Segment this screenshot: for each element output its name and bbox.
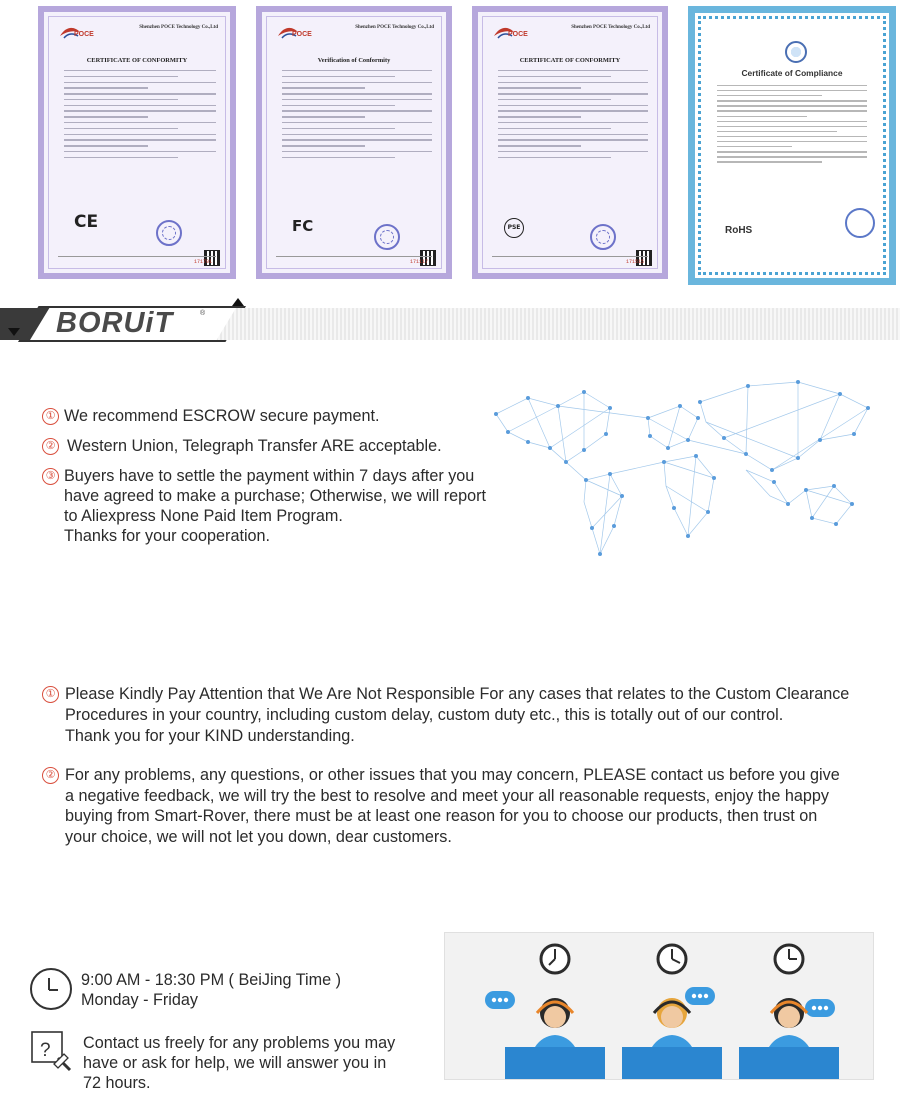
seal-icon: [374, 224, 400, 250]
payment-line: We recommend ESCROW secure payment.: [64, 407, 380, 425]
rohs-mark: RoHS: [725, 225, 753, 236]
number-badge: ①: [42, 408, 59, 425]
certificate-company: Shenzhen POCE Technology Co.,Ltd: [139, 25, 218, 30]
certificate-serial: 171515: [625, 259, 644, 265]
certificate-serial: 171117: [409, 259, 428, 265]
payment-line: to Aliexpress None Paid Item Program.: [64, 507, 343, 525]
seal-icon: [590, 224, 616, 250]
number-badge: ①: [42, 686, 59, 703]
triangle-icon: [232, 298, 244, 306]
notice-line: For any problems, any questions, or other issues that you may concern, PLEASE contact us before you give: [65, 766, 840, 784]
ce-mark-icon: CE: [74, 212, 99, 232]
pse-mark-icon: PSE: [504, 218, 524, 238]
notice-line: your choice, we will not let you down, dear customers.: [65, 828, 452, 846]
brand-banner: [0, 298, 900, 342]
world-map-network: [488, 378, 894, 588]
contact-line: Contact us freely for any problems you may: [83, 1034, 396, 1052]
certificate-serial: 171701: [193, 259, 212, 265]
certificate-pse: [472, 6, 668, 279]
number-badge: ②: [42, 438, 59, 455]
certificate-body: [498, 70, 648, 163]
certificate-title: CERTIFICATE OF CONFORMITY: [86, 57, 188, 64]
certificate-body: [717, 85, 867, 167]
triangle-icon: [8, 328, 20, 336]
certificate-rohs: [688, 6, 896, 285]
number-badge: ②: [42, 767, 59, 784]
service-days: Monday - Friday: [81, 991, 198, 1009]
contact-line: 72 hours.: [83, 1074, 151, 1092]
number-badge: ③: [42, 468, 59, 485]
certificate-ce: [38, 6, 236, 279]
certificate-title: Certificate of Compliance: [741, 68, 843, 78]
certificate-fcc: [256, 6, 452, 279]
certificate-footer: [492, 256, 648, 257]
notice-line: Please Kindly Pay Attention that We Are Not Responsible For any cases that relates to the Custom Clearance: [65, 685, 850, 703]
certificate-brand: POCE: [508, 31, 528, 38]
seal-icon: [156, 220, 182, 246]
registered-mark: ®: [200, 310, 206, 317]
fcc-mark-icon: FC: [292, 217, 314, 235]
notice-line: Procedures in your country, including custom delay, custom duty etc., this is totally out of our control.: [65, 706, 784, 724]
notice-line: buying from Smart-Rover, there must be at least one reason for you to choose our products, then trust on: [65, 807, 818, 825]
certificate-company: Shenzhen POCE Technology Co.,Ltd: [355, 25, 434, 30]
payment-line: Buyers have to settle the payment within 7 days after you: [64, 467, 475, 485]
support-agents-icon: [445, 933, 873, 1079]
payment-line: Thanks for your cooperation.: [64, 527, 271, 545]
globe-icon: [785, 41, 807, 63]
certificate-body: [64, 70, 216, 163]
certificate-brand: POCE: [292, 31, 312, 38]
clock-icon: [30, 968, 72, 1010]
certificate-title: CERTIFICATE OF CONFORMITY: [519, 57, 621, 64]
certificate-company: Shenzhen POCE Technology Co.,Ltd: [571, 25, 650, 30]
question-mark: ?: [40, 1040, 51, 1061]
certificate-footer: [276, 256, 432, 257]
payment-line: Western Union, Telegraph Transfer ARE acceptable.: [67, 437, 442, 455]
notice-line: Thank you for your KIND understanding.: [65, 727, 355, 745]
contact-line: have or ask for help, we will answer you in: [83, 1054, 387, 1072]
seal-icon: [845, 208, 875, 238]
payment-line: have agreed to make a purchase; Otherwise, we will report: [64, 487, 486, 505]
brand-logo: BORUiT: [56, 307, 174, 339]
question-icon: [30, 1030, 72, 1074]
certificate-brand: POCE: [74, 31, 94, 38]
support-illustration: [444, 932, 874, 1080]
certificate-footer: [58, 256, 216, 257]
notice-line: a negative feedback, we will try the best to resolve and meet your all reasonable requests, enjoy the happy: [65, 787, 829, 805]
service-hours: 9:00 AM - 18:30 PM ( BeiJing Time ): [81, 971, 342, 989]
certificate-title: Verification of Conformity: [317, 57, 391, 64]
certificate-body: [282, 70, 432, 163]
